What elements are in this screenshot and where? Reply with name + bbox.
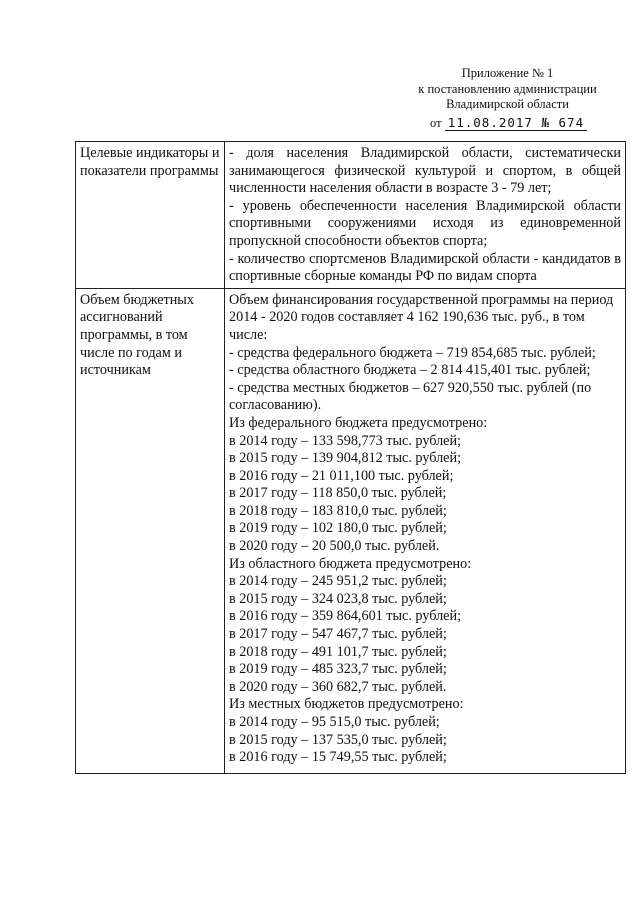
regional-year-line: в 2017 году – 547 467,7 тыс. рублей;	[229, 626, 447, 643]
appendix-title: Приложение № 1	[461, 66, 554, 80]
regional-heading: Из областного бюджета предусмотрено:	[229, 555, 472, 572]
indicator-item: - количество спортсменов Владимирской области - кандидатов в спортивные сборные команды РФ по видам спорта	[229, 250, 621, 285]
budget-local-total: - средства местных бюджетов – 627 920,550 тыс. рублей (по согласованию).	[229, 379, 592, 414]
federal-year-line: в 2015 году – 139 904,812 тыс. рублей;	[229, 450, 462, 467]
indicator-item: - доля населения Владимирской области, систематически занимающегося физической культурой и спортом, в общей численности населения области в возрасте 3 - 79 лет;	[229, 145, 621, 197]
budget-federal-total: - средства федерального бюджета – 719 854,685 тыс. рублей;	[229, 344, 596, 361]
table-row-budget	[76, 288, 626, 773]
regional-year-line: в 2015 году – 324 023,8 тыс. рублей;	[229, 590, 447, 607]
budget-total: Объем финансирования государственной программы на период 2014 - 2020 годов составляет 4 162 190,636 тыс. руб., в том числе:	[229, 291, 614, 343]
local-year-line: в 2016 году – 15 749,55 тыс. рублей;	[229, 749, 447, 766]
regional-year-line: в 2014 году – 245 951,2 тыс. рублей;	[229, 573, 447, 590]
regional-year-line: в 2020 году – 360 682,7 тыс. рублей.	[229, 678, 447, 695]
program-passport-table	[75, 141, 626, 774]
budget-regional-total: - средства областного бюджета – 2 814 415,401 тыс. рублей;	[229, 362, 591, 379]
date-prefix: от	[430, 115, 442, 130]
indicators-label: Целевые индикаторы и показатели программы	[76, 142, 225, 289]
indicators-content	[225, 142, 626, 289]
regional-year-line: в 2016 году – 359 864,601 тыс. рублей;	[229, 608, 462, 625]
federal-year-line: в 2014 году – 133 598,773 тыс. рублей;	[229, 432, 462, 449]
appendix-region: Владимирской области	[446, 97, 569, 111]
appendix-date-line	[400, 115, 615, 132]
table-row-indicators	[76, 142, 626, 289]
local-year-line: в 2015 году – 137 535,0 тыс. рублей;	[229, 731, 447, 748]
regional-year-line: в 2019 году – 485 323,7 тыс. рублей;	[229, 661, 447, 678]
budget-label: Объем бюджетных ассигнований программы, в том числе по годам и источникам	[76, 288, 225, 773]
local-heading: Из местных бюджетов предусмотрено:	[229, 696, 464, 713]
budget-content	[225, 288, 626, 773]
federal-year-line: в 2017 году – 118 850,0 тыс. рублей;	[229, 485, 447, 502]
date-number: 11.08.2017 № 674	[445, 115, 587, 131]
regional-year-line: в 2018 году – 491 101,7 тыс. рублей;	[229, 643, 447, 660]
local-year-line: в 2014 году – 95 515,0 тыс. рублей;	[229, 714, 440, 730]
federal-year-line: в 2020 году – 20 500,0 тыс. рублей.	[229, 538, 440, 555]
appendix-header	[400, 66, 615, 131]
federal-year-line: в 2019 году – 102 180,0 тыс. рублей;	[229, 520, 447, 537]
federal-year-line: в 2016 году – 21 011,100 тыс. рублей;	[229, 467, 454, 484]
federal-year-line: в 2018 году – 183 810,0 тыс. рублей;	[229, 502, 447, 519]
appendix-resolution-ref: к постановлению администрации	[418, 81, 597, 96]
federal-heading: Из федерального бюджета предусмотрено:	[229, 414, 488, 431]
indicator-item: - уровень обеспеченности населения Владимирской области спортивными сооружениями исходя из единовременной пропускной способности объектов спорта;	[229, 197, 621, 249]
